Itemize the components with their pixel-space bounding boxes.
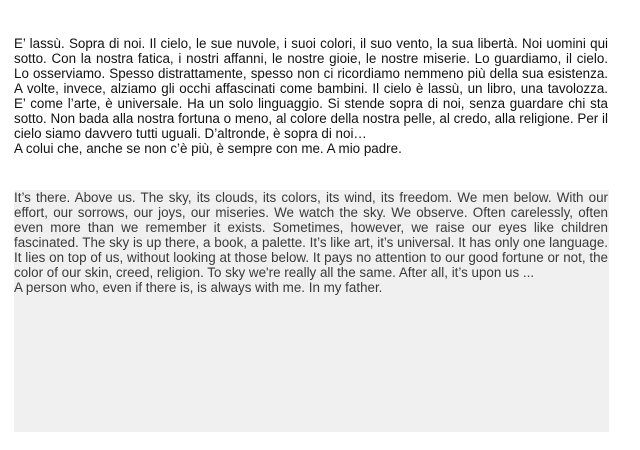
original-text-block bbox=[14, 36, 608, 156]
original-dedication: A colui che, anche se non c’è più, è sempre con me. A mio padre. bbox=[14, 141, 402, 156]
translation-panel[interactable] bbox=[14, 190, 609, 432]
translation-text-block bbox=[14, 190, 608, 295]
translation-dedication: A person who, even if there is, is always with me. In my father. bbox=[14, 280, 383, 295]
translation-paragraph: It’s there. Above us. The sky, its clouds, its colors, its wind, its freedom. We men below. With our effort, our sorrows, our joys, our miseries. We watch the sky. We observe. Often carelessly, often even more than we remember it exists. Sometimes, however, we raise our eyes like children fascinated. The sky is up there, a book, a palette. It’s like art, it’s universal. It has only one language. It lies on top of us, without looking at those below. It pays no attention to our good fortune or not, the color of our skin, creed, religion. To sky we're really all the same. After all, it’s upon us ... bbox=[14, 190, 608, 280]
original-paragraph: E’ lassù. Sopra di noi. Il cielo, le sue nuvole, i suoi colori, il suo vento, la sua libertà. Noi uomini qui sotto. Con la nostra fatica, i nostri affanni, le nostre gioie, le nostre miserie. Lo guardiamo, il cielo. Lo osserviamo. Spesso distrattamente, spesso non ci ricordiamo nemmeno più della sua esistenza. A volte, invece, alziamo gli occhi affascinati come bambini. Il cielo è lassù, un libro, una tavolozza. E’ come l’arte, è universale. Ha un solo linguaggio. Si stende sopra di noi, senza guardare chi sta sotto. Non bada alla nostra fortuna o meno, al colore della nostra pelle, al credo, alla religione. Per il cielo siamo davvero tutti uguali. D’altronde, è sopra di noi… bbox=[14, 36, 608, 141]
